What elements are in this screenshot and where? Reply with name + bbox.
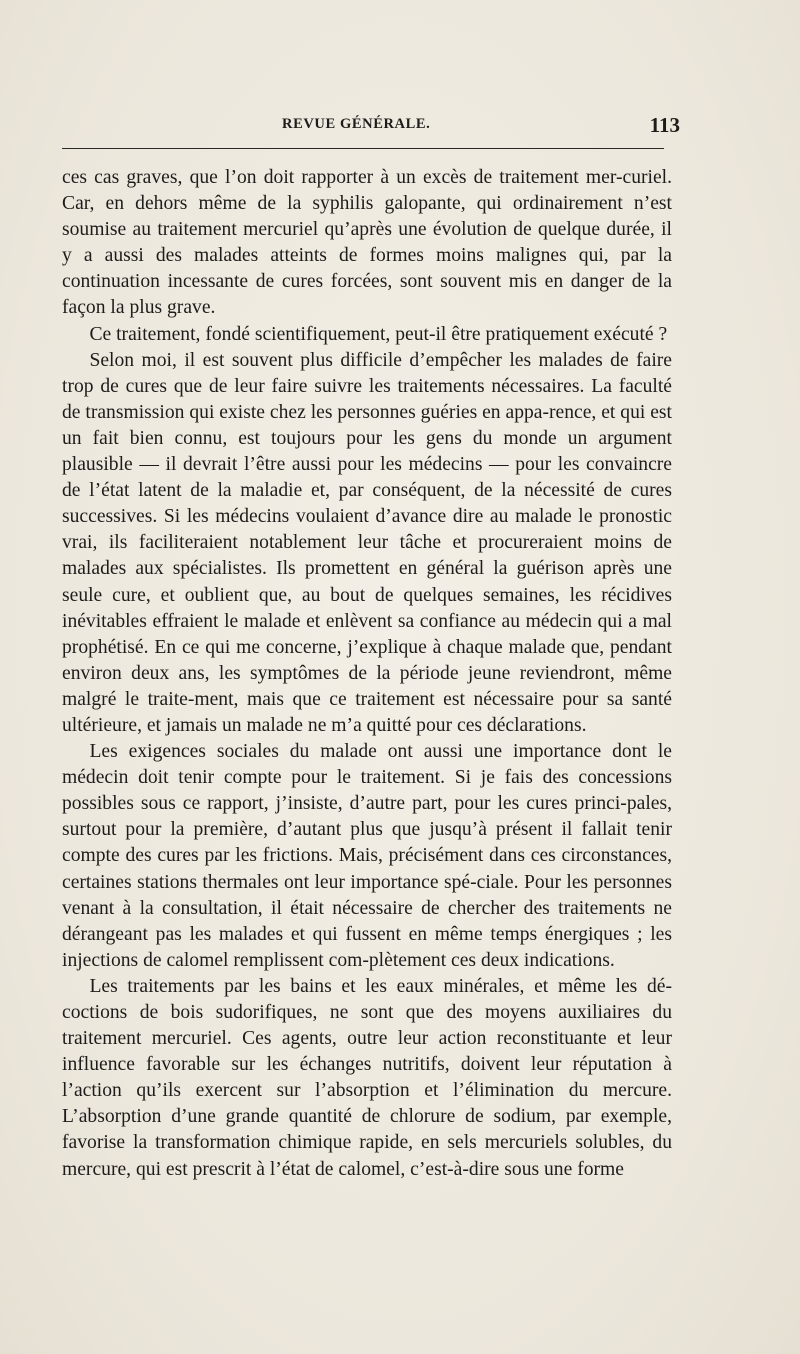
- body-text: [62, 165, 672, 1183]
- paragraph-3: Selon moi, il est souvent plus difficile d’empêcher les malades de faire trop de cures que de leur faire suivre les traitements nécessaires. La faculté de transmission qui existe chez les personnes guéries en appa-rence, et qui est un fait bien connu, est toujours pour les gens du monde un argument plausible — il devrait l’être aussi pour les médecins — pour les convaincre de l’état latent de la maladie et, par conséquent, de la nécessité de cures successives. Si les médecins voulaient d’avance dire au malade le pronostic vrai, ils faciliteraient notablement leur tâche et procureraient moins de malades aux spécialistes. Ils promettent en général la guérison après une seule cure, et oublient que, au bout de quelques semaines, les récidives inévitables effraient le malade et enlèvent sa confiance au médecin qui a mal prophétisé. En ce qui me concerne, j’explique à chaque malade que, pendant environ deux ans, les symptômes de la période jeune reviendront, même malgré le traite-ment, mais que ce traitement est nécessaire pour sa santé ultérieure, et jamais un malade ne m’a quitté pour ces déclarations.: [62, 349, 672, 736]
- header-rule: [62, 148, 664, 149]
- running-title: REVUE GÉNÉRALE.: [282, 116, 431, 132]
- page-header: [60, 113, 680, 143]
- page-number: 113: [649, 113, 680, 137]
- paragraph-1: ces cas graves, que l’on doit rapporter à un excès de traitement mer-curiel. Car, en dehors même de la syphilis galopante, qui ordinairement n’est soumise au traitement mercuriel qu’après une évolution de quelque durée, il y a aussi des malades atteints de formes moins malignes qui, par la continuation incessante de cures forcées, sont souvent mis en danger de la façon la plus grave.: [62, 167, 672, 319]
- paragraph-4: Les exigences sociales du malade ont aussi une importance dont le médecin doit tenir compte pour le traitement. Si je fais des concessions possibles sous ce rapport, j’insiste, d’autre part, pour les cures princi-pales, surtout pour la première, d’autant plus que jusqu’à présent il fallait tenir compte des cures par les frictions. Mais, précisément dans ces circonstances, certaines stations thermales ont leur importance spé-ciale. Pour les personnes venant à la consultation, il était nécessaire de chercher des traitements ne dérangeant pas les malades et qui fussent en même temps énergiques ; les injections de calomel remplissent com-plètement ces deux indications.: [62, 741, 672, 971]
- paragraph-5: Les traitements par les bains et les eaux minérales, et même les dé-coctions de bois sudorifiques, ne sont que des moyens auxiliaires du traitement mercuriel. Ces agents, outre leur action reconstituante et leur influence favorable sur les échanges nutritifs, doivent leur réputation à l’action qu’ils exercent sur l’absorption et l’élimination du mercure. L’absorption d’une grande quantité de chlorure de sodium, par exemple, favorise la transformation chimique rapide, en sels mercuriels solubles, du mercure, qui est prescrit à l’état de calomel, c’est-à-dire sous une forme: [62, 975, 672, 1180]
- paragraph-2: Ce traitement, fondé scientifiquement, peut-il être pratiquement exécuté ?: [89, 323, 668, 345]
